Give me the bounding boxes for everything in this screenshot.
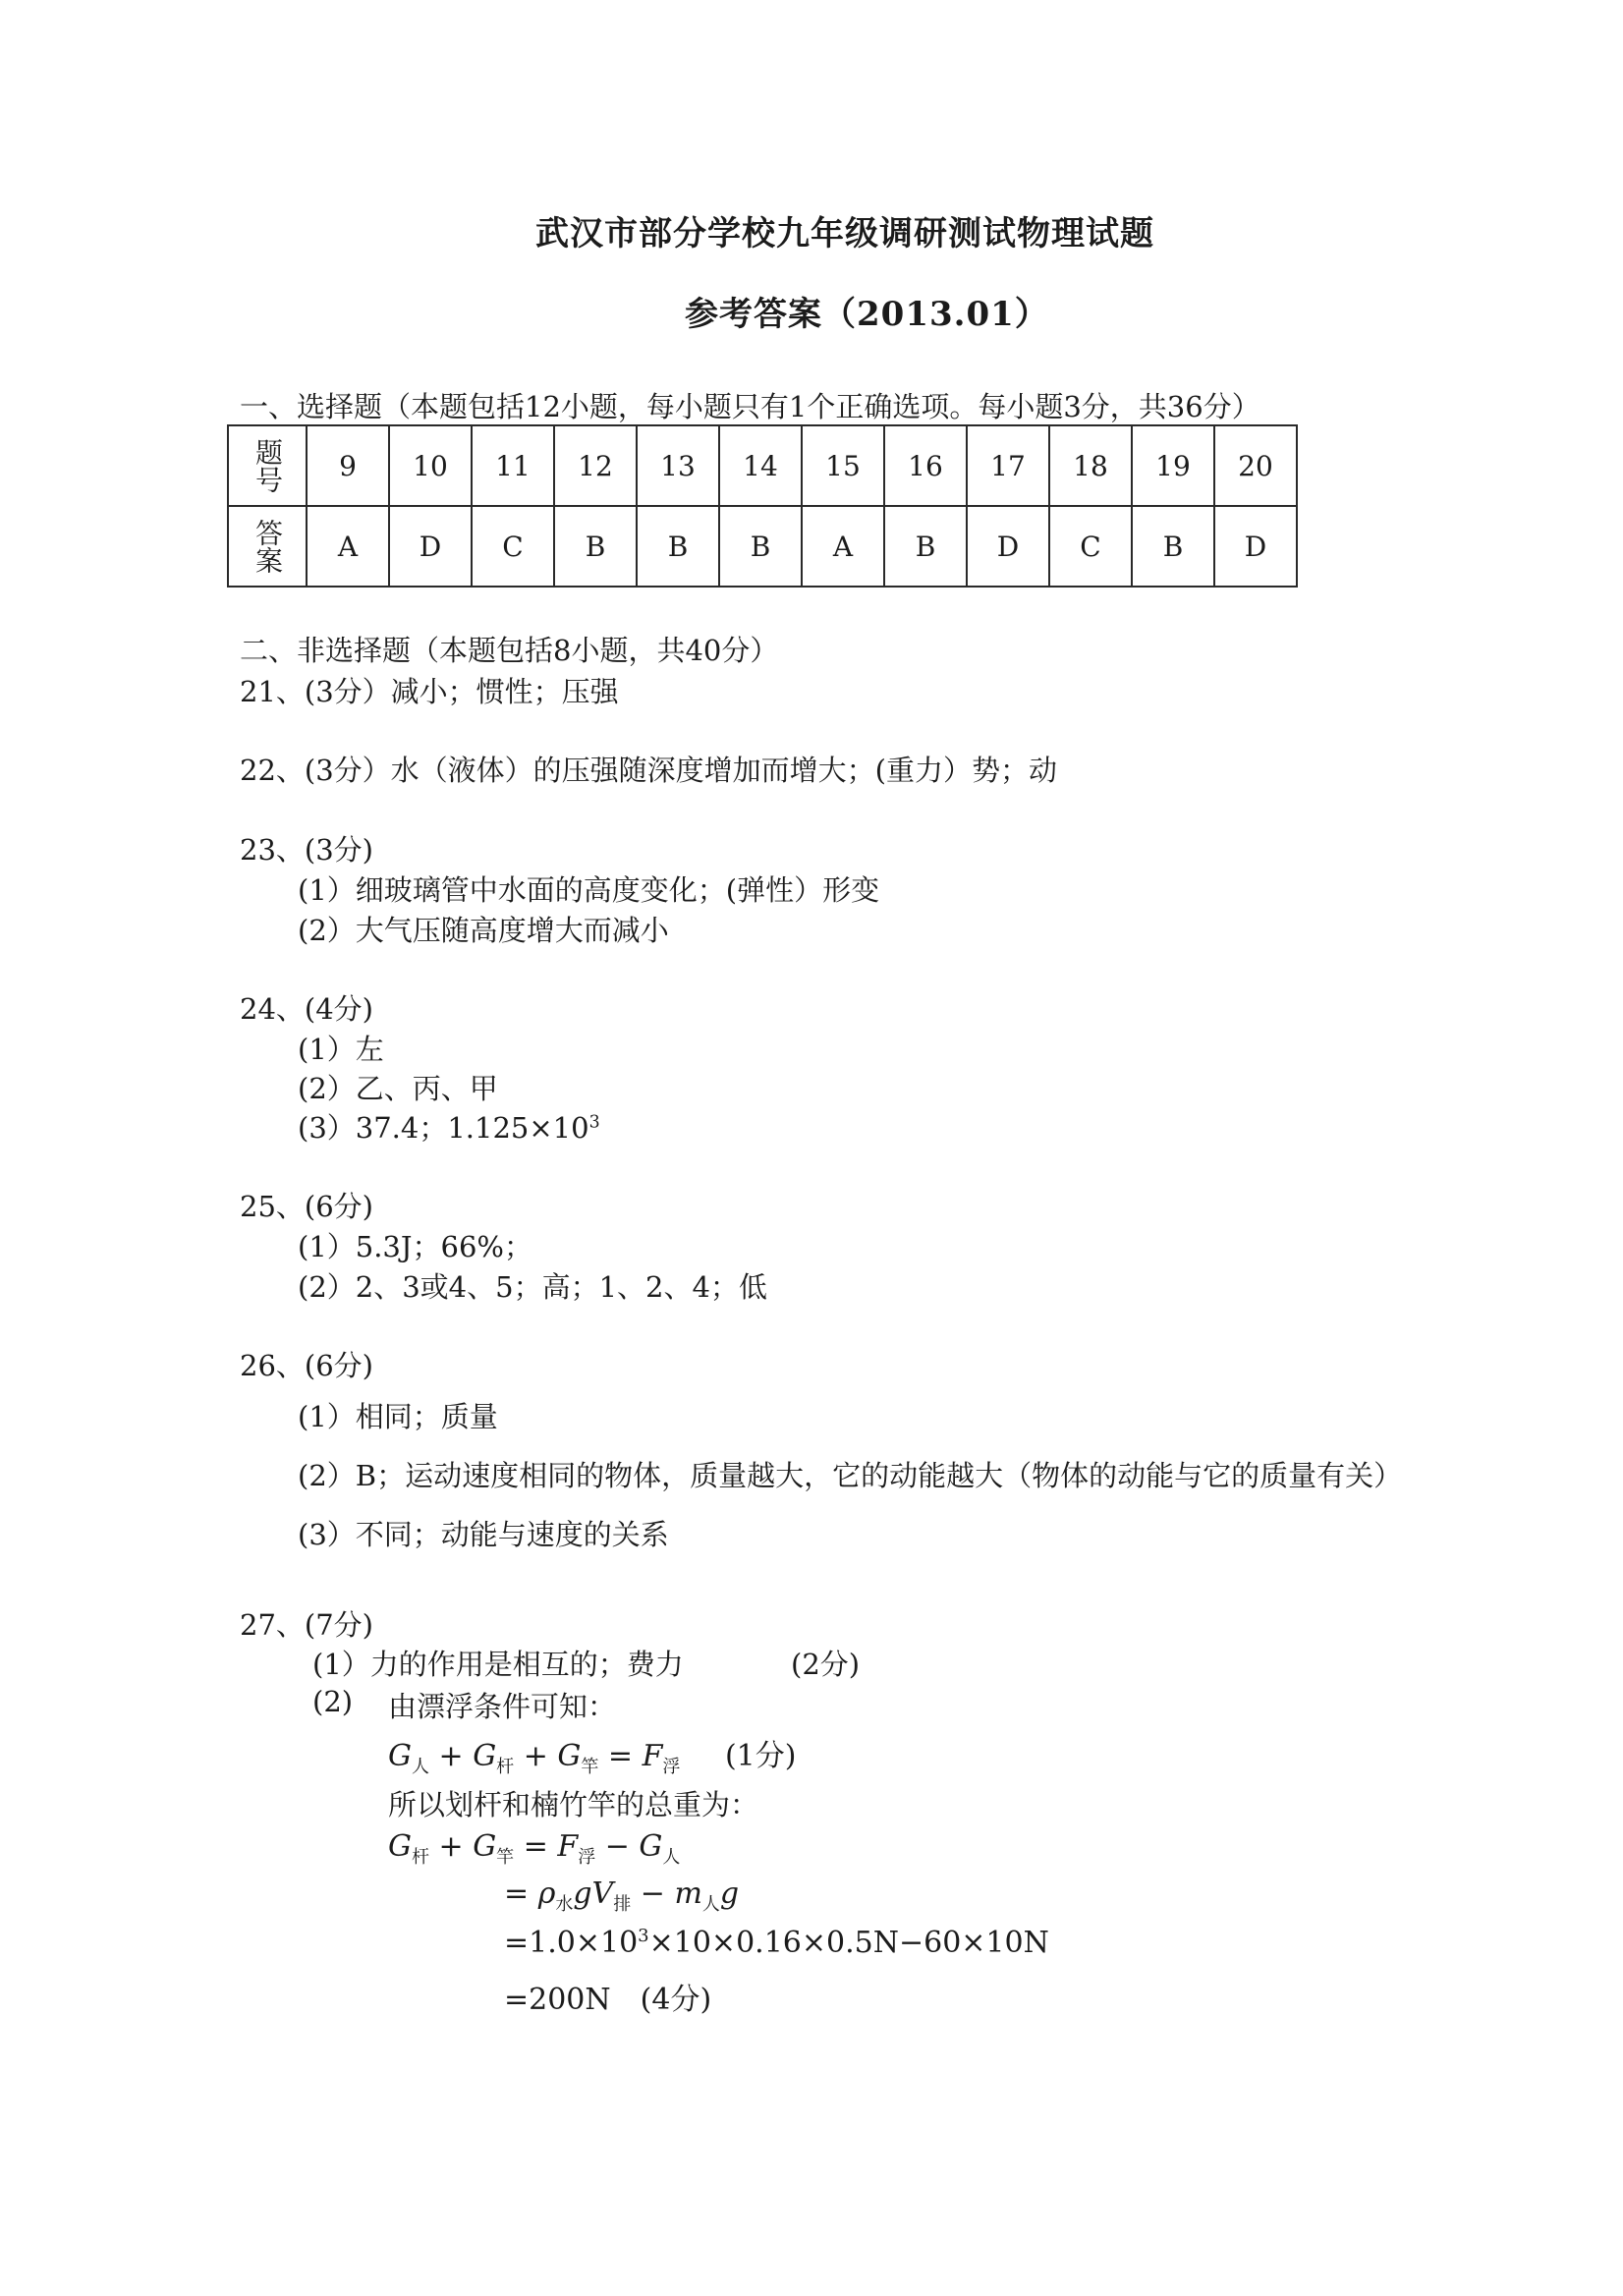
q26-a3: (3）不同；动能与速度的关系 — [298, 1518, 669, 1551]
q25-a2: (2）2、3或4、5；高；1、2、4；低 — [298, 1270, 767, 1304]
answer-cell: D — [389, 506, 472, 587]
answer-cell: B — [719, 506, 802, 587]
q27-head: 27、(7分) — [240, 1608, 373, 1642]
q23-a1: (1）细玻璃管中水面的高度变化；(弹性）形变 — [298, 873, 880, 907]
q27-a1-score: (2分) — [791, 1648, 861, 1681]
row-label-number: 题号 — [228, 425, 307, 506]
q27-eq5: =200N (4分) — [504, 1983, 712, 2017]
q27-a2-label: (2) — [312, 1685, 354, 1718]
question-number: 12 — [554, 425, 637, 506]
section1-heading: 一、选择题（本题包括12小题，每小题只有1个正确选项。每小题3分，共36分） — [240, 390, 1260, 423]
q23-head: 23、(3分) — [240, 833, 373, 867]
q27-text2: 所以划杆和楠竹竿的总重为： — [388, 1788, 759, 1821]
question-number: 11 — [472, 425, 554, 506]
q24-a3: (3）37.4；$1.125\times 10^3$ — [298, 1111, 600, 1145]
question-number: 18 — [1049, 425, 1132, 506]
question-number: 13 — [637, 425, 719, 506]
answer-cell: B — [1132, 506, 1214, 587]
q24-a1: (1）左 — [298, 1033, 384, 1066]
q24-a2: (2）乙、丙、甲 — [298, 1072, 498, 1105]
answer-cell: B — [884, 506, 967, 587]
question-number: 20 — [1214, 425, 1297, 506]
q27-a2-text: 由漂浮条件可知： — [388, 1690, 617, 1723]
answer-cell: B — [637, 506, 719, 587]
q27-a1: (1）力的作用是相互的；费力 — [312, 1648, 684, 1681]
q24-head: 24、(4分) — [240, 992, 373, 1026]
q27-eq1: $G_人 + G_杆 + G_竿 = F_浮$ (1分) — [388, 1739, 797, 1777]
answer-cell: B — [554, 506, 637, 587]
table-row-numbers — [228, 425, 1297, 506]
question-number: 15 — [802, 425, 884, 506]
question-number: 10 — [389, 425, 472, 506]
answer-cell: D — [1214, 506, 1297, 587]
q27-eq4: $=1.0\times 10^3\times 10\times 0.16\times 0.5N-60\times 10N$ — [504, 1926, 1049, 1960]
answer-cell: D — [967, 506, 1049, 587]
q25-a1: (1）5.3J；66%； — [298, 1230, 532, 1263]
answer-table — [227, 424, 1298, 588]
row-label-answer: 答案 — [228, 506, 307, 587]
q25-head: 25、(6分) — [240, 1190, 373, 1223]
question-number: 17 — [967, 425, 1049, 506]
q27-eq2: $G_杆 + G_竿 = F_浮 - G_人$ — [388, 1829, 681, 1868]
answer-cell: A — [802, 506, 884, 587]
q21-answer: 21、(3分）减小；惯性；压强 — [240, 675, 619, 708]
question-number: 14 — [719, 425, 802, 506]
answer-cell: C — [472, 506, 554, 587]
answer-cell: C — [1049, 506, 1132, 587]
q27-eq3: = $\rho_水gV_排 - m_人g$ — [504, 1876, 740, 1915]
table-row-answers — [228, 506, 1297, 587]
question-number: 9 — [307, 425, 389, 506]
page-subtitle: 参考答案（2013.01） — [685, 295, 1049, 334]
q23-a2: (2）大气压随高度增大而减小 — [298, 914, 669, 947]
question-number: 19 — [1132, 425, 1214, 506]
q22-answer: 22、(3分）水（液体）的压强随深度增加而增大；(重力）势；动 — [240, 754, 1057, 787]
page-title: 武汉市部分学校九年级调研测试物理试题 — [535, 214, 1154, 253]
q26-head: 26、(6分) — [240, 1349, 373, 1382]
q26-a2: (2）B；运动速度相同的物体，质量越大，它的动能越大（物体的动能与它的质量有关） — [298, 1459, 1403, 1492]
section2-heading: 二、非选择题（本题包括8小题，共40分） — [240, 634, 779, 667]
answer-cell: A — [307, 506, 389, 587]
q26-a1: (1）相同；质量 — [298, 1400, 498, 1433]
question-number: 16 — [884, 425, 967, 506]
